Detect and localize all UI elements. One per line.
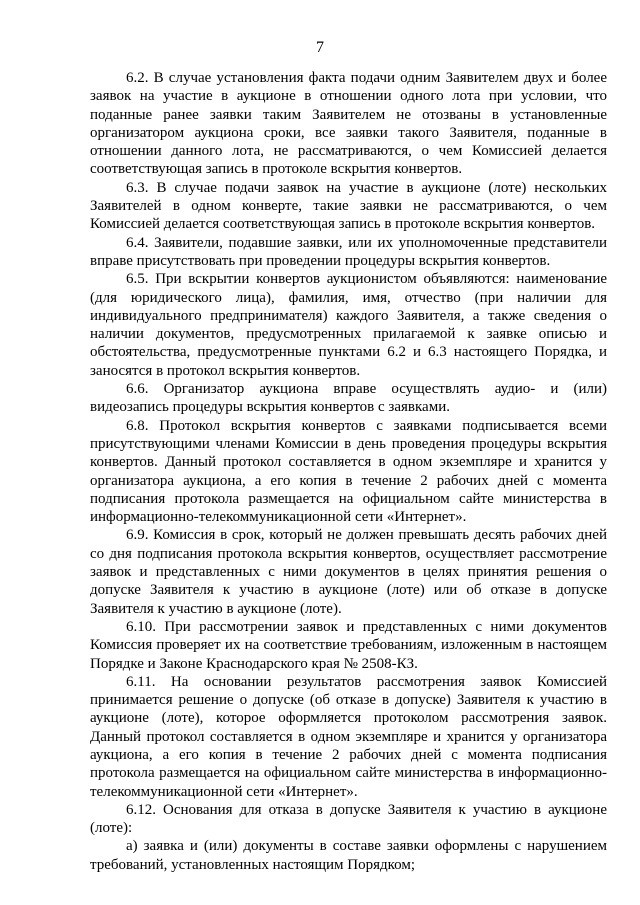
document-body — [90, 69, 607, 874]
paragraph-6-12-a: а) заявка и (или) документы в составе заявки оформлены с нарушением требований, установленных настоящим Порядком; — [90, 838, 607, 873]
paragraph-6-2: 6.2. В случае установления факта подачи одним Заявителем двух и более заявок на участие в аукционе в отношении одного лота при условии, что поданные ранее заявки таким Заявителем не отозваны в установленные организатором аукциона сроки, все заявки такого Заявителя, поданные в отношении данного лота, не рассматриваются, о чем Комиссией делается соответствующая запись в протоколе вскрытия конвертов. — [90, 70, 607, 178]
page-number: 7 — [316, 39, 324, 56]
paragraph-6-6: 6.6. Организатор аукциона вправе осуществлять аудио- и (или) видеозапись процедуры вскрытия конвертов с заявками. — [90, 381, 607, 416]
paragraph-6-9: 6.9. Комиссия в срок, который не должен превышать десять рабочих дней со дня подписания протокола вскрытия конвертов, осуществляет рассмотрение заявок и представленных с ними документов в целях принятия решения о допуске Заявителя к участию в аукционе (лоте) или об отказе в допуске Заявителя к участию в аукционе (лоте). — [90, 527, 607, 617]
paragraph-6-3: 6.3. В случае подачи заявок на участие в аукционе (лоте) нескольких Заявителей в одном конверте, такие заявки не рассматриваются, о чем Комиссией делается соответствующая запись в протоколе вскрытия конвертов. — [90, 179, 607, 233]
paragraph-6-12: 6.12. Основания для отказа в допуске Заявителя к участию в аукционе (лоте): — [90, 801, 607, 837]
paragraph-6-11: 6.11. На основании результатов рассмотрения заявок Комиссией принимается решение о допуске (об отказе в допуске) Заявителя к участию в аукционе (лоте), которое оформляется протоколом рассмотрения заявок. Данный протокол составляется в одном экземпляре и хранится у организатора аукциона, а его копия в течение 2 рабочих дней с момента подписания протокола размещается на официальном сайте министерства в информационно-телекоммуникационной сети «Интернет». — [90, 673, 607, 800]
paragraph-6-5: 6.5. При вскрытии конвертов аукционистом объявляются: наименование (для юридического лица), фамилия, имя, отчество (при наличии для индивидуального предпринимателя) каждого Заявителя, а также сведения о наличии документов, предусмотренных прилагаемой к заявке описью и обстоятельства, предусмотренные пунктами 6.2 и 6.3 настоящего Порядка, и заносятся в протокол вскрытия конвертов. — [90, 271, 607, 379]
paragraph-6-4: 6.4. Заявители, подавшие заявки, или их уполномоченные представители вправе присутствовать при проведении процедуры вскрытия конвертов. — [90, 234, 607, 269]
paragraph-6-10: 6.10. При рассмотрении заявок и представленных с ними документов Комиссия проверяет их на соответствие требованиям, изложенным в настоящем Порядке и Законе Краснодарского края № 2508-КЗ. — [90, 618, 607, 672]
paragraph-6-8: 6.8. Протокол вскрытия конвертов с заявками подписывается всеми присутствующими членами Комиссии в день проведения процедуры вскрытия конвертов. Данный протокол составляется в одном экземпляре и хранится у организатора аукциона, а его копия в течение 2 рабочих дней с момента подписания протокола размещается на официальном сайте министерства в информационно-телекоммуникационной сети «Интернет». — [90, 417, 607, 526]
